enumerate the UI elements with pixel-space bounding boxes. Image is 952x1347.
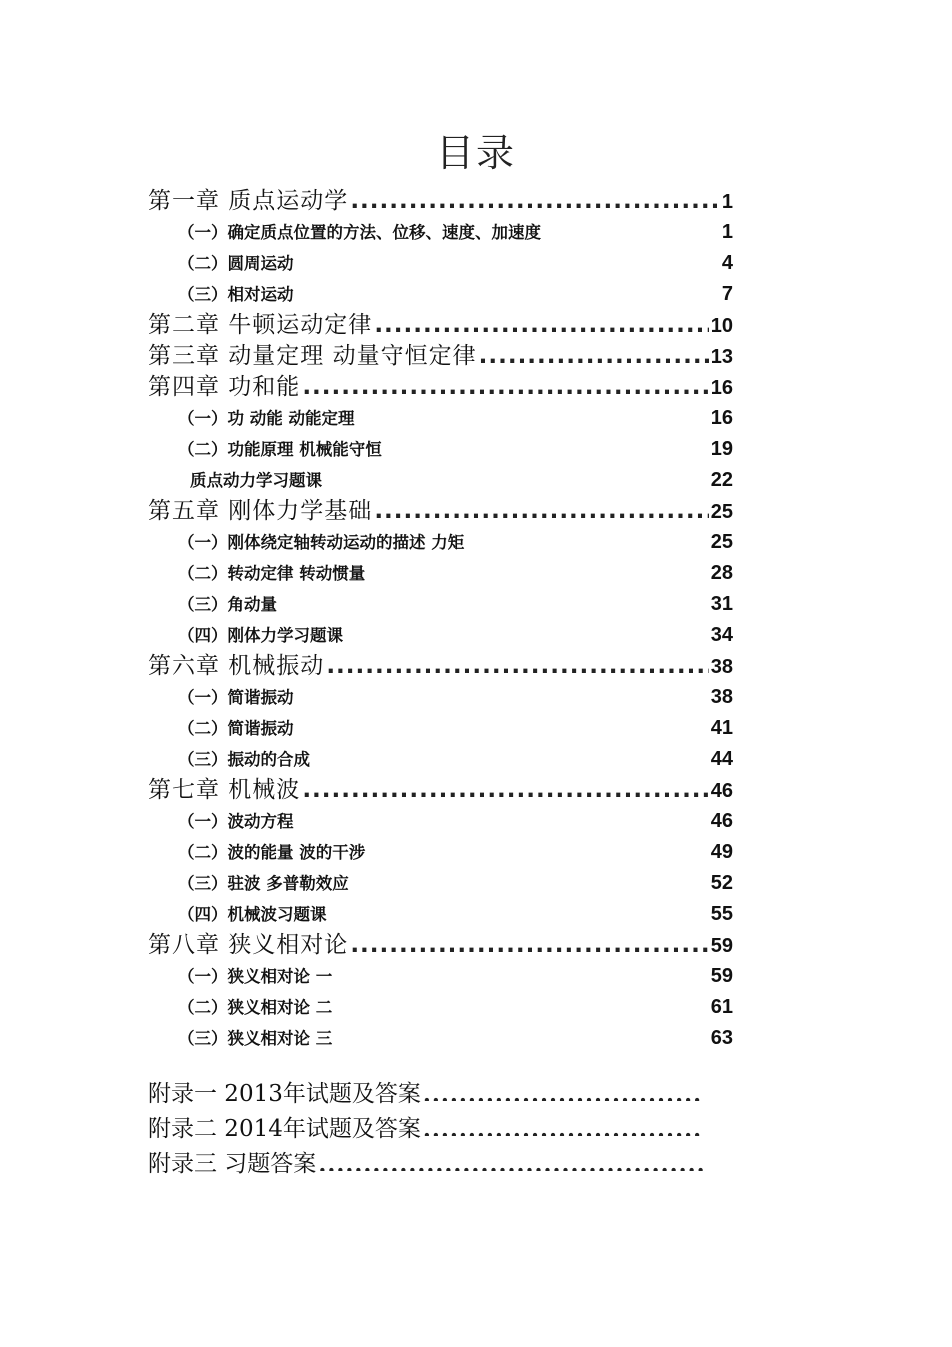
- toc-entry-page-number: 38: [710, 686, 733, 708]
- toc-entry-page-number: 61: [710, 996, 733, 1018]
- toc-chapter-entry[interactable]: [148, 496, 733, 527]
- toc-entry-page-number: 46: [710, 810, 733, 832]
- toc-section-entry[interactable]: [148, 992, 733, 1023]
- dot-leader: [374, 496, 708, 520]
- toc-chapter-entry[interactable]: [148, 651, 733, 682]
- toc-section-entry[interactable]: [148, 620, 733, 651]
- toc-entry-page-number: 1: [721, 221, 733, 243]
- toc-entry-title: （二）功能原理 机械能守恒: [178, 440, 382, 459]
- toc-entry-title: （四）刚体力学习题课: [178, 626, 343, 645]
- toc-entry-page-number: 41: [710, 717, 733, 739]
- toc-entry-page-number: 25: [710, 531, 733, 553]
- toc-entry-title: 质点动力学习题课: [190, 471, 322, 490]
- toc-entry-title: （一）波动方程: [178, 812, 294, 831]
- toc-entry-title: （三）振动的合成: [178, 750, 310, 769]
- dot-leader: [479, 341, 709, 365]
- toc-entry-title: 第五章 刚体力学基础: [148, 498, 373, 524]
- dot-leader: [296, 252, 720, 269]
- toc-section-entry[interactable]: [148, 527, 733, 558]
- toc-chapter-entry[interactable]: [148, 372, 733, 403]
- toc-entry-page-number: 4: [721, 252, 733, 274]
- toc-entry-page-number: 31: [710, 593, 733, 615]
- toc-section-entry[interactable]: [148, 279, 733, 310]
- dot-leader: [296, 810, 709, 827]
- dot-leader: [296, 686, 709, 703]
- dot-leader: [367, 841, 709, 858]
- dot-leader: [334, 996, 709, 1013]
- toc-entry-title: 第四章 功和能: [148, 374, 301, 400]
- table-of-contents: [148, 186, 733, 1054]
- dot-leader: [279, 593, 709, 610]
- toc-entry-title: （二）简谐振动: [178, 719, 294, 738]
- dot-leader: [324, 469, 709, 486]
- toc-section-entry[interactable]: [148, 713, 733, 744]
- toc-entry-title: （一）狭义相对论 一: [178, 967, 333, 986]
- toc-chapter-entry[interactable]: [148, 310, 733, 341]
- toc-entry-title: （一）确定质点位置的方法、位移、速度、加速度: [178, 223, 541, 242]
- toc-entry-page-number: 13: [710, 346, 733, 368]
- toc-entry-title: （三）相对运动: [178, 285, 294, 304]
- toc-section-entry[interactable]: [148, 465, 733, 496]
- dot-leader: [543, 221, 720, 238]
- dot-leader: [350, 186, 720, 210]
- toc-entry-page-number: 22: [710, 469, 733, 491]
- toc-section-entry[interactable]: [148, 744, 733, 775]
- toc-entry-page-number: 10: [710, 315, 733, 337]
- appendix-list: [148, 1077, 704, 1182]
- toc-entry-page-number: 1: [721, 191, 733, 213]
- toc-entry-title: （一）功 动能 动能定理: [178, 409, 355, 428]
- dot-leader: [296, 283, 720, 300]
- toc-entry-page-number: 38: [710, 656, 733, 678]
- dot-leader: [302, 775, 708, 799]
- page-title: 目录: [435, 131, 516, 175]
- toc-entry-page-number: 34: [710, 624, 733, 646]
- dot-leader: [384, 438, 709, 455]
- toc-section-entry[interactable]: [148, 899, 733, 930]
- dot-leader: [329, 903, 709, 920]
- toc-entry-page-number: 44: [710, 748, 733, 770]
- toc-section-entry[interactable]: [148, 217, 733, 248]
- toc-entry-title: 第二章 牛顿运动定律: [148, 312, 373, 338]
- toc-entry-title: （四）机械波习题课: [178, 905, 327, 924]
- appendix-entry[interactable]: [148, 1077, 704, 1112]
- dot-leader: [312, 748, 709, 765]
- toc-entry-title: （二）转动定律 转动惯量: [178, 564, 366, 583]
- toc-section-entry[interactable]: [148, 1023, 733, 1054]
- dot-leader: [334, 965, 709, 982]
- appendix-entry-title: 附录一 2013年试题及答案: [148, 1081, 421, 1108]
- toc-section-entry[interactable]: [148, 434, 733, 465]
- dot-leader: [367, 562, 709, 579]
- dot-leader: [334, 1027, 709, 1044]
- dot-leader: [318, 1147, 704, 1171]
- dot-leader: [345, 624, 709, 641]
- toc-entry-title: （二）波的能量 波的干涉: [178, 843, 366, 862]
- toc-entry-title: （二）狭义相对论 二: [178, 998, 333, 1017]
- toc-section-entry[interactable]: [148, 248, 733, 279]
- toc-section-entry[interactable]: [148, 682, 733, 713]
- toc-chapter-entry[interactable]: [148, 930, 733, 961]
- dot-leader: [423, 1077, 704, 1101]
- toc-entry-page-number: 63: [710, 1027, 733, 1049]
- toc-section-entry[interactable]: [148, 589, 733, 620]
- toc-section-entry[interactable]: [148, 403, 733, 434]
- toc-entry-page-number: 16: [710, 377, 733, 399]
- toc-entry-page-number: 59: [710, 935, 733, 957]
- toc-chapter-entry[interactable]: [148, 775, 733, 806]
- dot-leader: [296, 717, 709, 734]
- toc-section-entry[interactable]: [148, 558, 733, 589]
- toc-entry-page-number: 52: [710, 872, 733, 894]
- dot-leader: [326, 651, 708, 675]
- toc-entry-page-number: 49: [710, 841, 733, 863]
- toc-entry-title: （三）驻波 多普勒效应: [178, 874, 349, 893]
- appendix-entry[interactable]: [148, 1112, 704, 1147]
- toc-entry-page-number: 46: [710, 780, 733, 802]
- toc-entry-page-number: 59: [710, 965, 733, 987]
- toc-section-entry[interactable]: [148, 837, 733, 868]
- toc-entry-title: 第六章 机械振动: [148, 653, 325, 679]
- toc-entry-title: （二）圆周运动: [178, 254, 294, 273]
- toc-entry-title: （三）角动量: [178, 595, 277, 614]
- toc-chapter-entry[interactable]: [148, 186, 733, 217]
- toc-entry-title: 第七章 机械波: [148, 777, 301, 803]
- toc-section-entry[interactable]: [148, 806, 733, 837]
- toc-entry-page-number: 28: [710, 562, 733, 584]
- toc-entry-title: 第八章 狭义相对论: [148, 932, 349, 958]
- toc-entry-page-number: 7: [721, 283, 733, 305]
- appendix-entry-title: 附录二 2014年试题及答案: [148, 1116, 421, 1143]
- dot-leader: [466, 531, 709, 548]
- toc-entry-page-number: 16: [710, 407, 733, 429]
- dot-leader: [423, 1112, 704, 1136]
- toc-entry-title: （三）狭义相对论 三: [178, 1029, 333, 1048]
- toc-entry-page-number: 19: [710, 438, 733, 460]
- toc-entry-title: 第三章 动量定理 动量守恒定律: [148, 343, 477, 369]
- toc-chapter-entry[interactable]: [148, 341, 733, 372]
- dot-leader: [357, 407, 709, 424]
- appendix-entry[interactable]: [148, 1147, 704, 1182]
- dot-leader: [351, 872, 709, 889]
- toc-entry-title: 第一章 质点运动学: [148, 188, 349, 214]
- toc-entry-title: （一）简谐振动: [178, 688, 294, 707]
- toc-section-entry[interactable]: [148, 868, 733, 899]
- dot-leader: [350, 930, 708, 954]
- toc-entry-page-number: 55: [710, 903, 733, 925]
- dot-leader: [374, 310, 708, 334]
- toc-entry-title: （一）刚体绕定轴转动运动的描述 力矩: [178, 533, 465, 552]
- toc-entry-page-number: 25: [710, 501, 733, 523]
- toc-section-entry[interactable]: [148, 961, 733, 992]
- appendix-entry-title: 附录三 习题答案: [148, 1151, 317, 1178]
- dot-leader: [302, 372, 708, 396]
